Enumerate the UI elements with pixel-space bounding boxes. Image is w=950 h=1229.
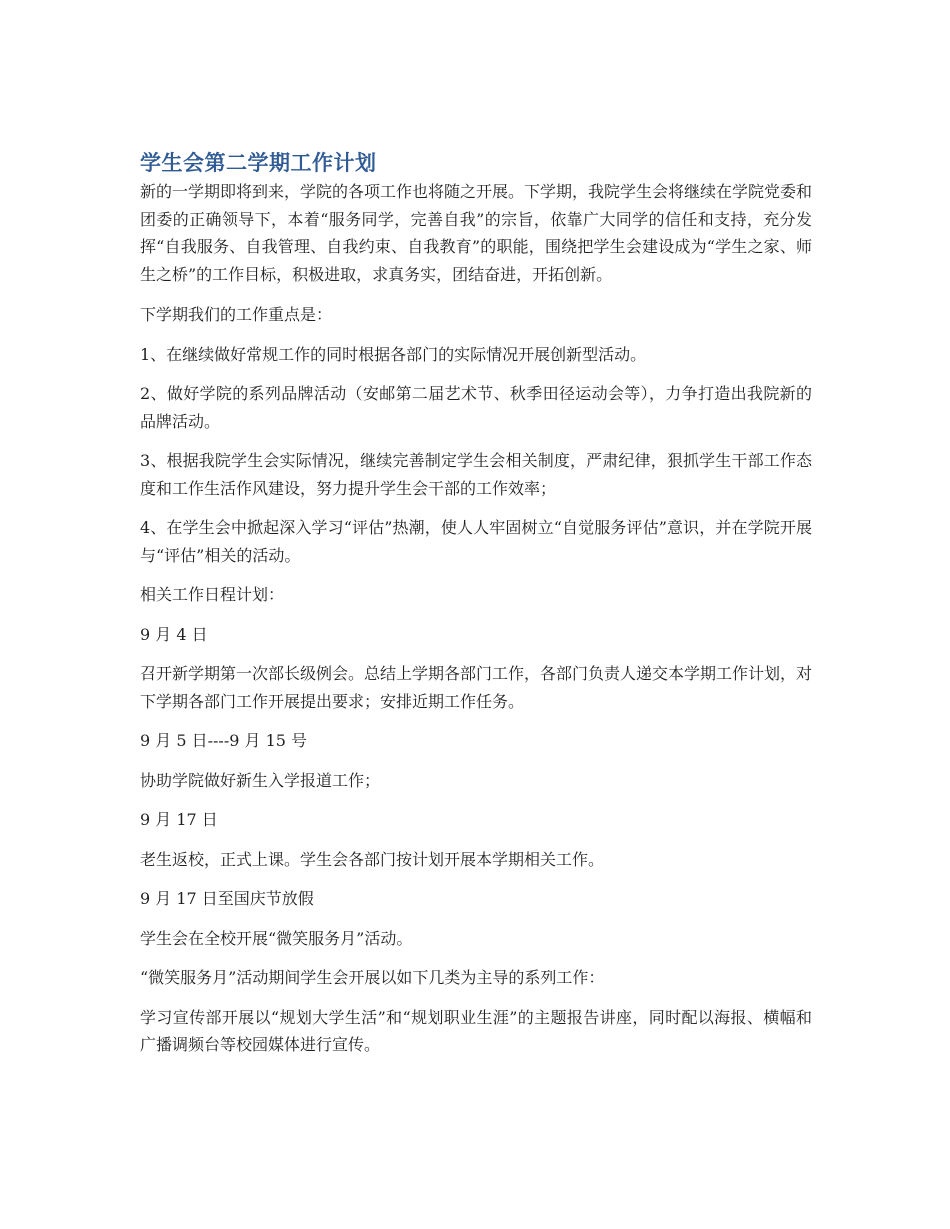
document-title: 学生会第二学期工作计划 xyxy=(140,151,377,175)
schedule-detail-1: 召开新学期第一次部长级例会。总结上学期各部门工作，各部门负责人递交本学期工作计划，对下学期各部门工作开展提出要求；安排近期工作任务。 xyxy=(140,664,813,711)
schedule-detail-4: 学生会在全校开展“微笑服务月”活动。 xyxy=(140,928,413,948)
focus-heading: 下学期我们的工作重点是： xyxy=(140,305,333,324)
intro-paragraph: 新的一学期即将到来，学院的各项工作也将随之开展。下学期，我院学生会将继续在学院党委和团委的正确领导下，本着“服务同学，完善自我”的宗旨，依靠广大同学的信任和支持，充分发挥“自我服务、自我管理、自我约束、自我教育”的职能，围绕把学生会建设成为“学生之家、师生之桥”的工作目标，积极进取，求真务实，团结奋进，开拓创新。 xyxy=(140,182,813,284)
schedule-date-2: 9 月 5 日----9 月 15 号 xyxy=(140,731,308,750)
document-body xyxy=(140,148,812,1071)
schedule-detail-3: 老生返校，正式上课。学生会各部门按计划开展本学期相关工作。 xyxy=(140,849,605,869)
focus-item-1: 1、在继续做好常规工作的同时根据各部门的实际情况开展创新型活动。 xyxy=(140,344,647,364)
activity-detail: 学习宣传部开展以“规划大学生活”和“规划职业生涯”的主题报告讲座，同时配以海报、横幅和广播调频台等校园媒体进行宣传。 xyxy=(140,1007,812,1054)
schedule-heading: 相关工作日程计划： xyxy=(140,585,285,604)
focus-item-3: 3、根据我院学生会实际情况，继续完善制定学生会相关制度，严肃纪律，狠抓学生干部工作态度和工作生活作风建设，努力提升学生会干部的工作效率； xyxy=(140,451,812,498)
focus-item-4: 4、在学生会中掀起深入学习“评估”热潮，使人人牢固树立“自觉服务评估”意识，并在学院开展与“评估”相关的活动。 xyxy=(140,518,812,565)
activity-intro: “微笑服务月”活动期间学生会开展以如下几类为主导的系列工作： xyxy=(140,968,605,987)
schedule-date-3: 9 月 17 日 xyxy=(140,810,218,829)
schedule-detail-2: 协助学院做好新生入学报道工作； xyxy=(140,770,381,790)
focus-item-2: 2、做好学院的系列品牌活动（安邮第二届艺术节、秋季田径运动会等），力争打造出我院新的品牌活动。 xyxy=(140,384,812,431)
schedule-date-4: 9 月 17 日至国庆节放假 xyxy=(140,889,314,908)
schedule-date-1: 9 月 4 日 xyxy=(140,624,208,644)
